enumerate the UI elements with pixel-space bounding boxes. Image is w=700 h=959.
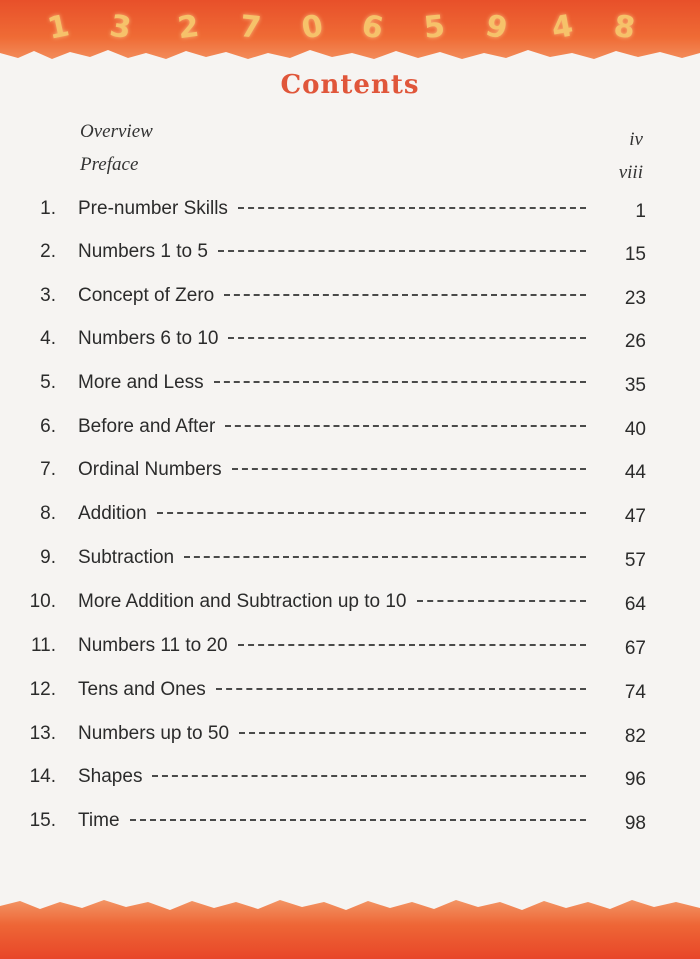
chapter-number: 14. [29,766,56,787]
toc-entry [0,810,700,840]
chapter-number: 2. [40,241,56,262]
chapter-title: Addition [78,503,147,524]
toc-entry [0,723,700,753]
dot-leader [232,468,586,470]
digit-6: 6 [358,8,387,47]
page-number: 57 [624,550,646,571]
dot-leader [157,512,586,514]
toc-entry [0,635,700,665]
torn-edge-top [0,47,700,62]
digit-8: 9 [482,7,511,48]
chapter-title: Tens and Ones [78,679,206,700]
chapter-title: More and Less [78,372,204,393]
chapter-title: Ordinal Numbers [78,459,222,480]
front-matter-title: Overview [80,121,153,142]
toc-entry [0,328,700,358]
chapter-title: Numbers 6 to 10 [78,328,219,349]
chapter-number: 5. [40,372,56,393]
dot-leader [216,688,586,690]
page-number: 82 [624,726,646,747]
dot-leader [239,732,586,734]
page-number: 26 [624,331,646,352]
dot-leader [152,775,586,777]
digit-7: 5 [422,9,447,46]
front-matter-overview [80,121,645,150]
page-number: 15 [624,244,646,265]
toc-entry [0,241,700,271]
chapter-title: Concept of Zero [78,285,215,306]
toc-entry [0,372,700,402]
chapter-number: 12. [29,679,56,700]
front-matter-page: viii [618,162,643,183]
digit-3: 2 [175,8,202,47]
dot-leader [238,207,586,209]
dot-leader [218,250,586,252]
page-number: 98 [624,813,646,834]
page-number: 1 [635,201,646,222]
page-number: 67 [624,638,646,659]
dot-leader [228,337,586,339]
toc-entry [0,198,700,228]
toc-entry [0,766,700,796]
page-number: 47 [624,506,646,527]
page-title: Contents [280,70,420,100]
chapter-number: 15. [29,810,56,831]
chapter-title: Shapes [78,766,143,787]
dot-leader [214,381,586,383]
digit-10: 8 [611,8,638,47]
page-number: 44 [624,462,646,483]
digit-1: 1 [44,8,73,47]
digit-2: 3 [107,8,134,47]
dot-leader [417,600,586,602]
chapter-title: Time [78,810,120,831]
toc-entry [0,591,700,621]
chapter-number: 11. [30,635,56,656]
toc-entry [0,285,700,315]
chapter-number: 13. [29,723,56,744]
toc-entry [0,679,700,709]
chapter-number: 6. [40,416,56,437]
front-matter-preface [80,154,645,183]
torn-edge-bottom [0,897,700,914]
chapter-title: Pre-number Skills [78,198,228,219]
chapter-number: 8. [40,503,56,524]
toc-entry [0,503,700,533]
toc-entry [0,459,700,489]
chapter-number: 10. [29,591,56,612]
front-matter-title: Preface [80,154,139,175]
dot-leader [184,556,586,558]
page-number: 96 [624,769,646,790]
toc-entry [0,547,700,577]
chapter-title: Numbers 1 to 5 [78,241,208,262]
chapter-number: 7. [40,459,56,480]
page-number: 64 [624,594,646,615]
dot-leader [130,819,586,821]
dot-leader [224,294,586,296]
page-number: 40 [624,419,646,440]
dot-leader [225,425,586,427]
bottom-decorative-band [0,897,700,959]
page-number: 35 [624,375,646,396]
top-decorative-band [0,0,700,62]
front-matter-page: iv [629,129,643,150]
chapter-title: More Addition and Subtraction up to 10 [78,591,407,612]
chapter-number: 4. [40,328,56,349]
toc-entry [0,416,700,446]
chapter-number: 9. [40,547,56,568]
chapter-number: 1. [40,198,56,219]
chapter-title: Subtraction [78,547,175,568]
chapter-title: Before and After [78,416,216,437]
chapter-number: 3. [40,285,56,306]
chapter-title: Numbers up to 50 [78,723,230,744]
page-number: 74 [624,682,646,703]
digit-5: 0 [299,8,326,47]
chapter-title: Numbers 11 to 20 [78,635,228,656]
page-number: 23 [624,288,646,309]
dot-leader [238,644,586,646]
digit-4: 7 [238,9,263,46]
digit-9: 4 [549,8,576,47]
